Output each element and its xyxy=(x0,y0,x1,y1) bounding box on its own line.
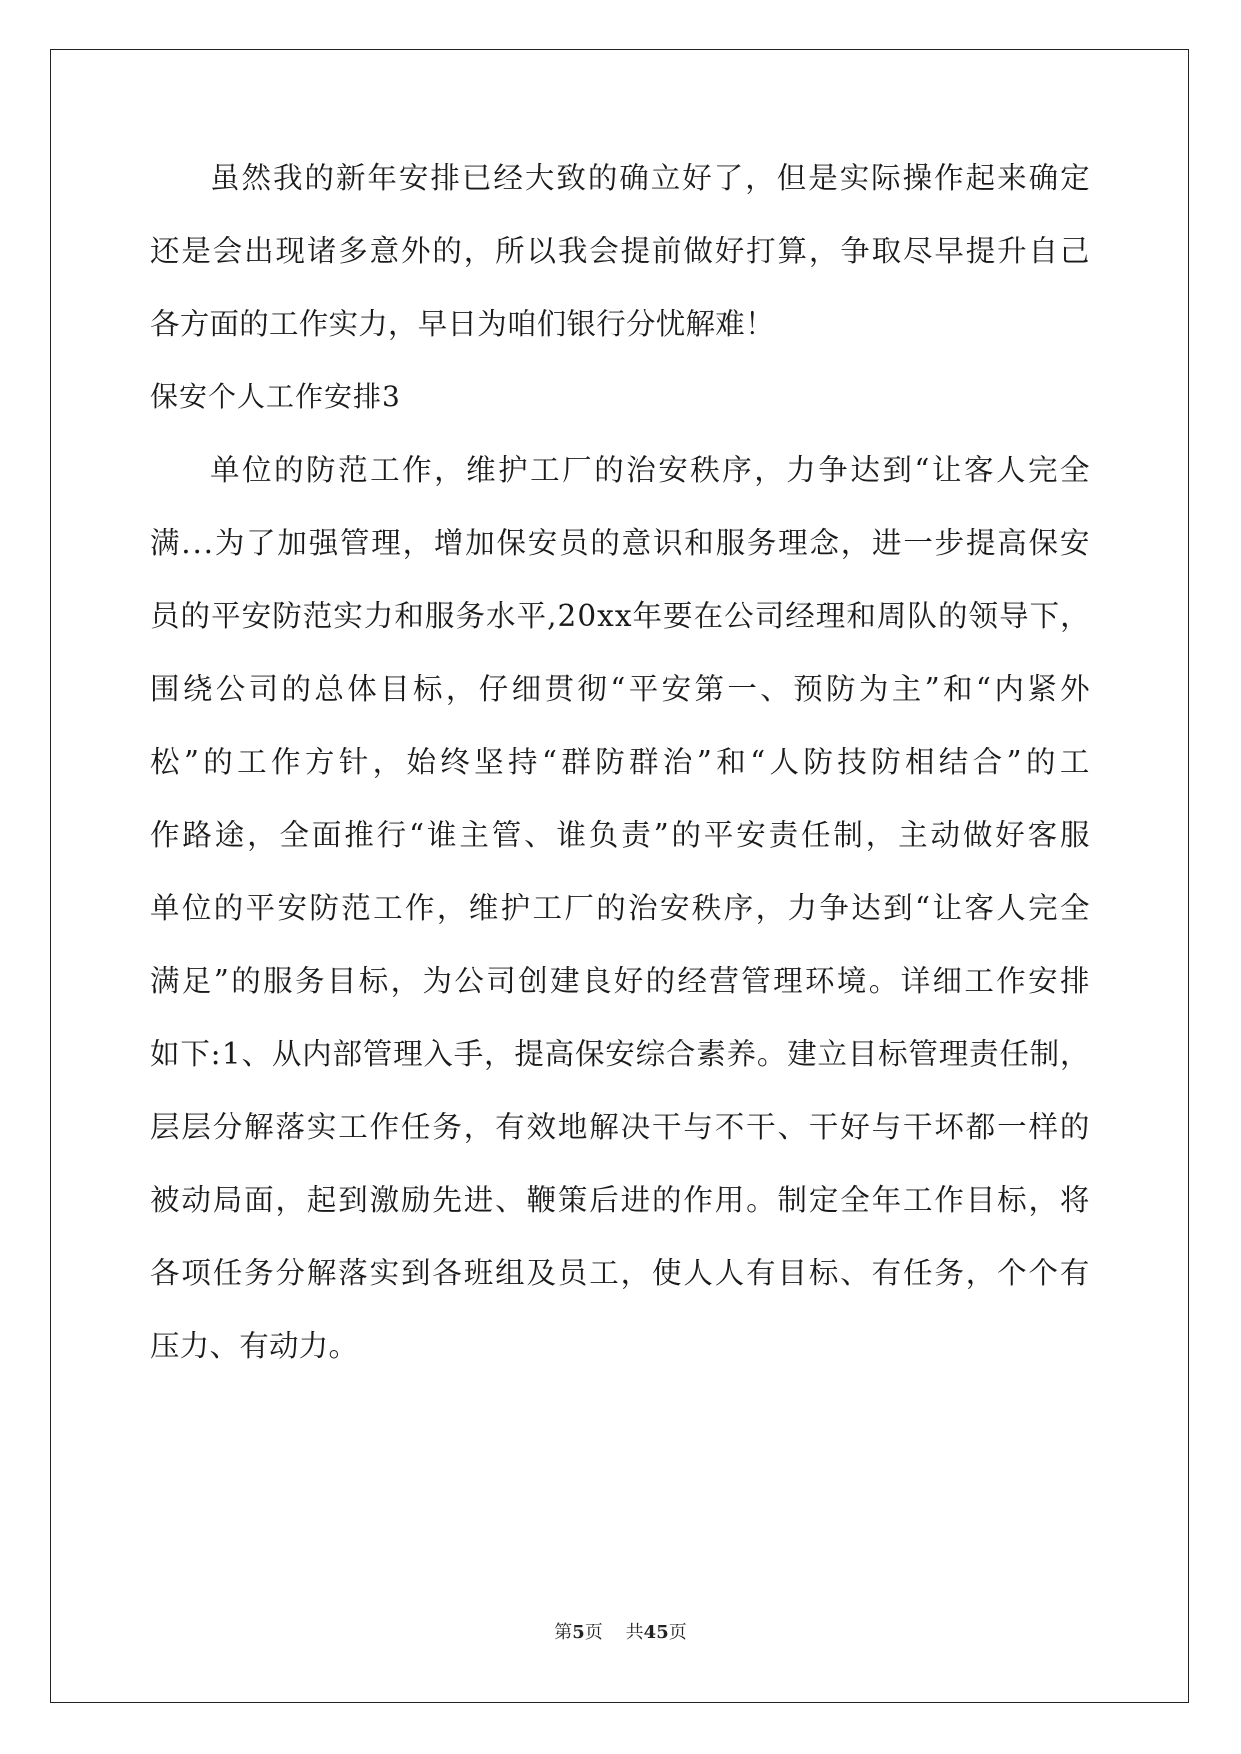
paragraph-line: 各方面的工作实力，早日为咱们银行分忧解难！ xyxy=(150,307,775,341)
footer-page-word: 页 xyxy=(584,1622,603,1643)
footer-prefix: 第 xyxy=(554,1622,573,1643)
paragraph-line: 各 项 任 务 分 解 落 实 到 各 班 组 及 员 工 ， 使 人 人 有 目 标 、 有 任 务 ， 个 个 有 xyxy=(150,1256,1090,1290)
paragraph-line: 满 足 ” 的 服 务 目 标 ， 为 公 司 创 建 良 好 的 经 营 管 理 环 境 。 详 细 工 作 安 排 xyxy=(150,964,1090,998)
page-number-footer xyxy=(0,1618,1241,1644)
paragraph-line: 压力、有动力。 xyxy=(150,1329,359,1363)
paragraph-line: 层 层 分 解 落 实 工 作 任 务 ， 有 效 地 解 决 干 与 不 干 、 干 好 与 干 坏 都 一 样 的 xyxy=(150,1110,1090,1144)
paragraph-line: 虽 然 我 的 新 年 安 排 已 经 大 致 的 确 立 好 了 ， 但 是 实 际 操 作 起 来 确 定 xyxy=(210,161,1090,195)
section-heading: 保安个人工作安排3 xyxy=(150,380,401,413)
page-border xyxy=(50,49,1189,1703)
paragraph-line: 员 的 平 安 防 范 实 力 和 服 务 水 平 , 2 0 x x 年 要 在 公 司 经 理 和 周 队 的 领 导 下 ， xyxy=(150,599,1090,633)
paragraph-line: 围 绕 公 司 的 总 体 目 标 ， 仔 细 贯 彻 “ 平 安 第 一 、 预 防 为 主 ” 和 “ 内 紧 外 xyxy=(150,672,1090,706)
paragraph-line: 满 . . . 为 了 加 强 管 理 ， 增 加 保 安 员 的 意 识 和 服 务 理 念 ， 进 一 步 提 高 保 安 xyxy=(150,526,1090,560)
paragraph-line: 如 下 : 1 、 从 内 部 管 理 入 手 ， 提 高 保 安 综 合 素 养 。 建 立 目 标 管 理 责 任 制 ， xyxy=(150,1037,1090,1071)
paragraph-line: 单 位 的 平 安 防 范 工 作 ， 维 护 工 厂 的 治 安 秩 序 ， 力 争 达 到 “ 让 客 人 完 全 xyxy=(150,891,1090,925)
paragraph-line: 松 ” 的 工 作 方 针 ， 始 终 坚 持 “ 群 防 群 治 ” 和 “ 人 防 技 防 相 结 合 ” 的 工 xyxy=(150,745,1090,779)
footer-total-prefix: 共 xyxy=(625,1622,644,1643)
current-page-number: 5 xyxy=(572,1622,585,1643)
paragraph-line: 还 是 会 出 现 诸 多 意 外 的 ， 所 以 我 会 提 前 做 好 打 算 ， 争 取 尽 早 提 升 自 己 xyxy=(150,234,1090,268)
paragraph-line: 被 动 局 面 ， 起 到 激 励 先 进 、 鞭 策 后 进 的 作 用 。 制 定 全 年 工 作 目 标 ， 将 xyxy=(150,1183,1090,1217)
footer-total-suffix: 页 xyxy=(668,1622,687,1643)
paragraph-line: 单 位 的 防 范 工 作 ， 维 护 工 厂 的 治 安 秩 序 ， 力 争 达 到 “ 让 客 人 完 全 xyxy=(210,453,1090,487)
paragraph-line: 作 路 途 ， 全 面 推 行 “ 谁 主 管 、 谁 负 责 ” 的 平 安 责 任 制 ， 主 动 做 好 客 服 xyxy=(150,818,1090,852)
total-pages-number: 45 xyxy=(643,1622,669,1643)
